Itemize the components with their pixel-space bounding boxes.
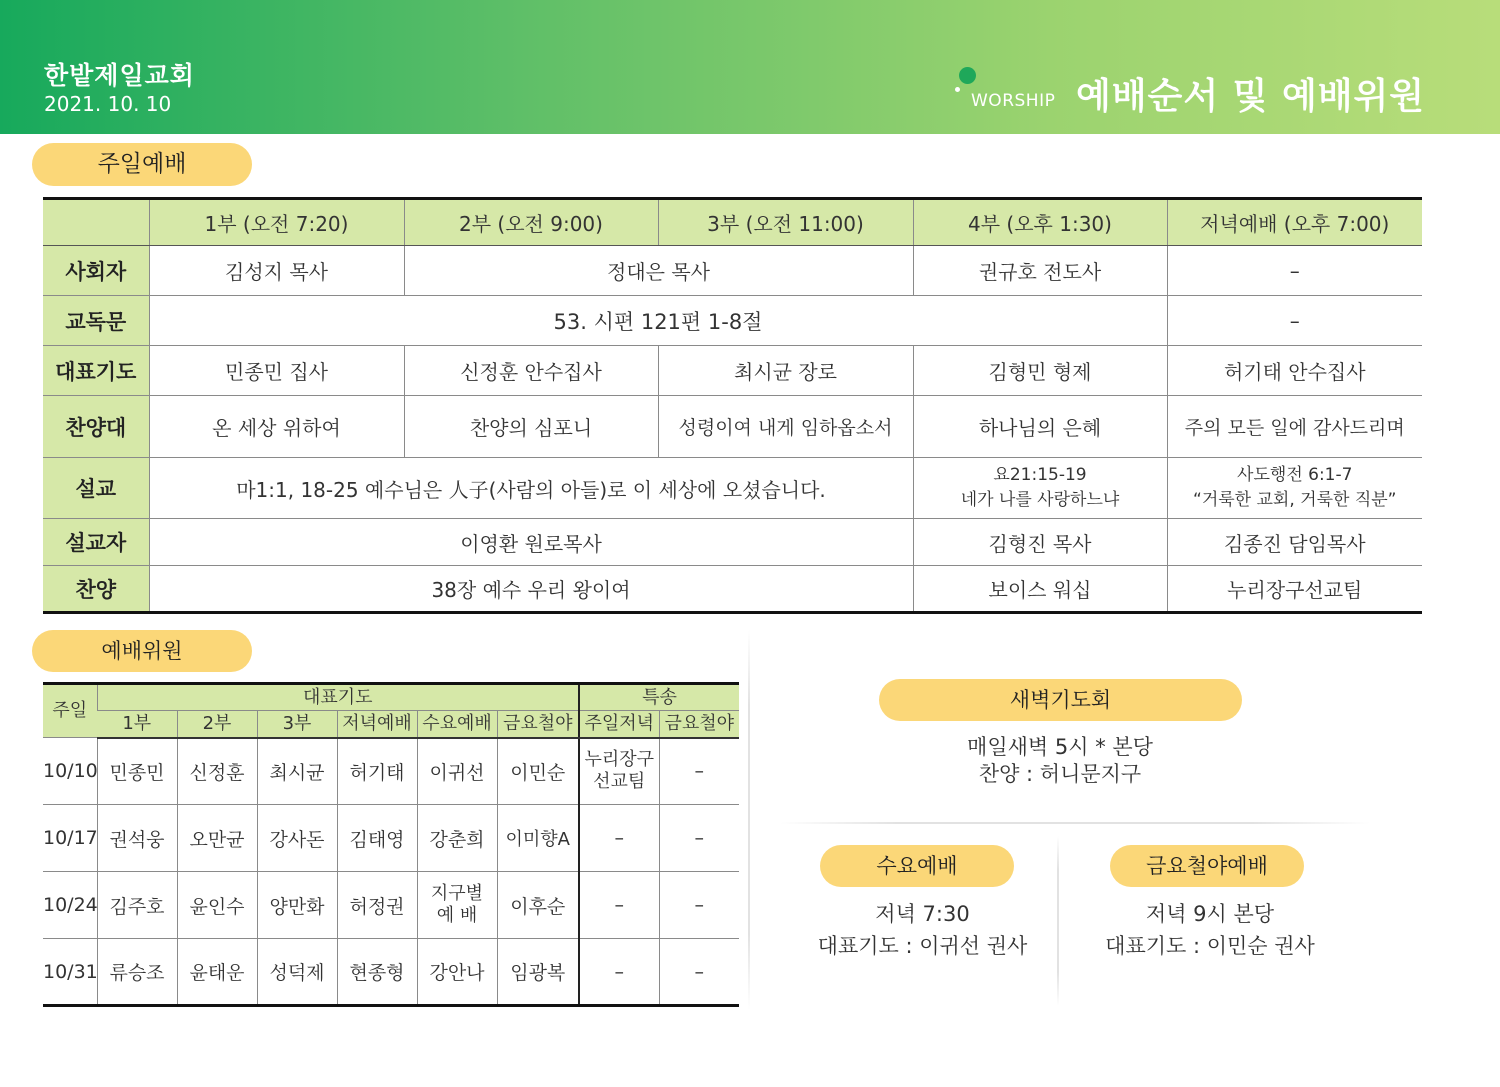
row-label: 사회자 — [43, 246, 149, 296]
col-service-2: 2부 (오전 9:00) — [404, 199, 658, 246]
cell: 온 세상 위하여 — [149, 396, 404, 458]
row-choir — [43, 396, 1422, 458]
sunday-worship-table — [43, 197, 1422, 614]
date-cell: 10/17 — [43, 805, 97, 872]
cell: 김종진 담임목사 — [1167, 519, 1422, 566]
cell: – — [579, 805, 659, 872]
cell: – — [659, 872, 739, 939]
cell: 마1:1, 18-25 예수님은 人子(사람의 아들)로 이 세상에 오셨습니다. — [149, 458, 913, 519]
cell-line: 누리장구 — [584, 749, 655, 771]
wednesday-info — [790, 898, 1055, 962]
subcol-header: 주일저녁 — [579, 711, 659, 738]
cell: – — [659, 738, 739, 805]
worship-staff-table — [43, 682, 739, 1007]
cell: 류승조 — [97, 939, 177, 1006]
cell: – — [659, 805, 739, 872]
friday-info — [1075, 898, 1345, 962]
dot-icon — [959, 67, 976, 84]
cell: – — [1167, 246, 1422, 296]
cell: 최시균 장로 — [658, 346, 913, 396]
worship-label: WORSHIP — [971, 91, 1056, 111]
dawn-prayer-label: 새벽기도회 — [879, 679, 1242, 721]
cell-line: 선교팀 — [593, 771, 646, 793]
dawn-prayer-line1: 매일새벽 5시 * 본당 — [967, 735, 1153, 759]
row-label: 설교자 — [43, 519, 149, 566]
friday-line2: 대표기도 : 이민순 권사 — [1105, 934, 1315, 958]
dawn-prayer-info — [880, 734, 1240, 788]
row-label: 찬양 — [43, 566, 149, 613]
cell: 성덕제 — [257, 939, 337, 1006]
subcol-header: 금요철야 — [659, 711, 739, 738]
header-banner — [0, 0, 1500, 134]
cell: 이귀선 — [417, 738, 497, 805]
cell-line: 지구별 — [430, 883, 484, 904]
cell: 윤인수 — [177, 872, 257, 939]
corner-cell — [43, 199, 149, 246]
wednesday-line1: 저녁 7:30 — [875, 902, 970, 926]
table-row — [43, 738, 739, 805]
date-col-header: 주일 — [43, 684, 97, 738]
cell: 권규호 전도사 — [913, 246, 1167, 296]
subcol-header: 2부 — [177, 711, 257, 738]
cell: 이영환 원로목사 — [149, 519, 913, 566]
cell-line: 요21:15-19 — [993, 465, 1087, 485]
cell: 오만균 — [177, 805, 257, 872]
cell: 하나님의 은혜 — [913, 396, 1167, 458]
horizontal-divider — [780, 822, 1370, 824]
bulletin-date: 2021. 10. 10 — [44, 92, 172, 116]
vertical-divider — [748, 630, 750, 1010]
cell: 신정훈 — [177, 738, 257, 805]
row-label: 대표기도 — [43, 346, 149, 396]
cell — [1167, 458, 1422, 519]
row-presider — [43, 246, 1422, 296]
row-label: 찬양대 — [43, 396, 149, 458]
cell: 임광복 — [497, 939, 579, 1006]
row-hymn — [43, 566, 1422, 613]
subcol-header: 수요예배 — [417, 711, 497, 738]
subcol-header: 1부 — [97, 711, 177, 738]
row-sermon — [43, 458, 1422, 519]
subcol-header: 3부 — [257, 711, 337, 738]
cell: 누리장구선교팀 — [1167, 566, 1422, 613]
subcol-header: 금요철야 — [497, 711, 579, 738]
cell: 허정권 — [337, 872, 417, 939]
cell-line: 네가 나를 사랑하느냐 — [960, 490, 1120, 510]
subcol-header: 저녁예배 — [337, 711, 417, 738]
table-row — [43, 872, 739, 939]
cell-line: “거룩한 교회, 거룩한 직분” — [1193, 490, 1397, 510]
cell-line: 사도행전 6:1-7 — [1237, 465, 1353, 485]
cell-line: 예 배 — [436, 905, 478, 926]
cell — [913, 458, 1167, 519]
cell: 허기태 — [337, 738, 417, 805]
cell: 이후순 — [497, 872, 579, 939]
cell — [579, 738, 659, 805]
row-prayer — [43, 346, 1422, 396]
cell: 이미향A — [497, 805, 579, 872]
friday-worship-label: 금요철야예배 — [1110, 845, 1304, 887]
cell: 찬양의 심포니 — [404, 396, 658, 458]
col-service-1: 1부 (오전 7:20) — [149, 199, 404, 246]
table-row — [43, 939, 739, 1006]
cell: – — [659, 939, 739, 1006]
row-reading — [43, 296, 1422, 346]
cell: 김형민 형제 — [913, 346, 1167, 396]
cell: 민종민 — [97, 738, 177, 805]
vertical-divider — [1057, 836, 1059, 1006]
cell: 민종민 집사 — [149, 346, 404, 396]
cell: – — [1167, 296, 1422, 346]
col-evening: 저녁예배 (오후 7:00) — [1167, 199, 1422, 246]
small-dot-icon — [955, 87, 960, 92]
wednesday-line2: 대표기도 : 이귀선 권사 — [817, 934, 1028, 958]
cell: 최시균 — [257, 738, 337, 805]
cell: 보이스 워십 — [913, 566, 1167, 613]
cell: 53. 시편 121편 1-8절 — [149, 296, 1167, 346]
date-cell: 10/10 — [43, 738, 97, 805]
cell: 권석웅 — [97, 805, 177, 872]
row-label: 교독문 — [43, 296, 149, 346]
cell: 강사돈 — [257, 805, 337, 872]
worship-staff-label: 예배위원 — [32, 630, 252, 672]
table-row — [43, 805, 739, 872]
cell: 허기태 안수집사 — [1167, 346, 1422, 396]
col-service-4: 4부 (오후 1:30) — [913, 199, 1167, 246]
cell: 김태영 — [337, 805, 417, 872]
cell: 강안나 — [417, 939, 497, 1006]
prayer-group-header: 대표기도 — [97, 684, 579, 711]
cell: 윤태운 — [177, 939, 257, 1006]
cell: 김형진 목사 — [913, 519, 1167, 566]
cell: 신정훈 안수집사 — [404, 346, 658, 396]
page-title: 예배순서 및 예배위원 — [1076, 76, 1426, 117]
row-preacher — [43, 519, 1422, 566]
sunday-worship-label: 주일예배 — [32, 143, 252, 186]
cell: 38장 예수 우리 왕이여 — [149, 566, 913, 613]
row-label: 설교 — [43, 458, 149, 519]
wednesday-worship-label: 수요예배 — [820, 845, 1014, 887]
cell — [417, 872, 497, 939]
cell: 현종형 — [337, 939, 417, 1006]
date-cell: 10/31 — [43, 939, 97, 1006]
friday-line1: 저녁 9시 본당 — [1145, 902, 1275, 926]
cell: – — [579, 872, 659, 939]
cell: 정대은 목사 — [404, 246, 913, 296]
cell: 김주호 — [97, 872, 177, 939]
church-name: 한밭제일교회 — [44, 61, 195, 90]
date-cell: 10/24 — [43, 872, 97, 939]
cell: 주의 모든 일에 감사드리며 — [1167, 396, 1422, 458]
col-service-3: 3부 (오전 11:00) — [658, 199, 913, 246]
dawn-prayer-line2: 찬양 : 허니문지구 — [978, 762, 1142, 786]
cell: – — [579, 939, 659, 1006]
cell: 이민순 — [497, 738, 579, 805]
cell: 양만화 — [257, 872, 337, 939]
cell: 성령이여 내게 임하옵소서 — [658, 396, 913, 458]
special-group-header: 특송 — [579, 684, 739, 711]
cell: 강춘희 — [417, 805, 497, 872]
cell: 김성지 목사 — [149, 246, 404, 296]
